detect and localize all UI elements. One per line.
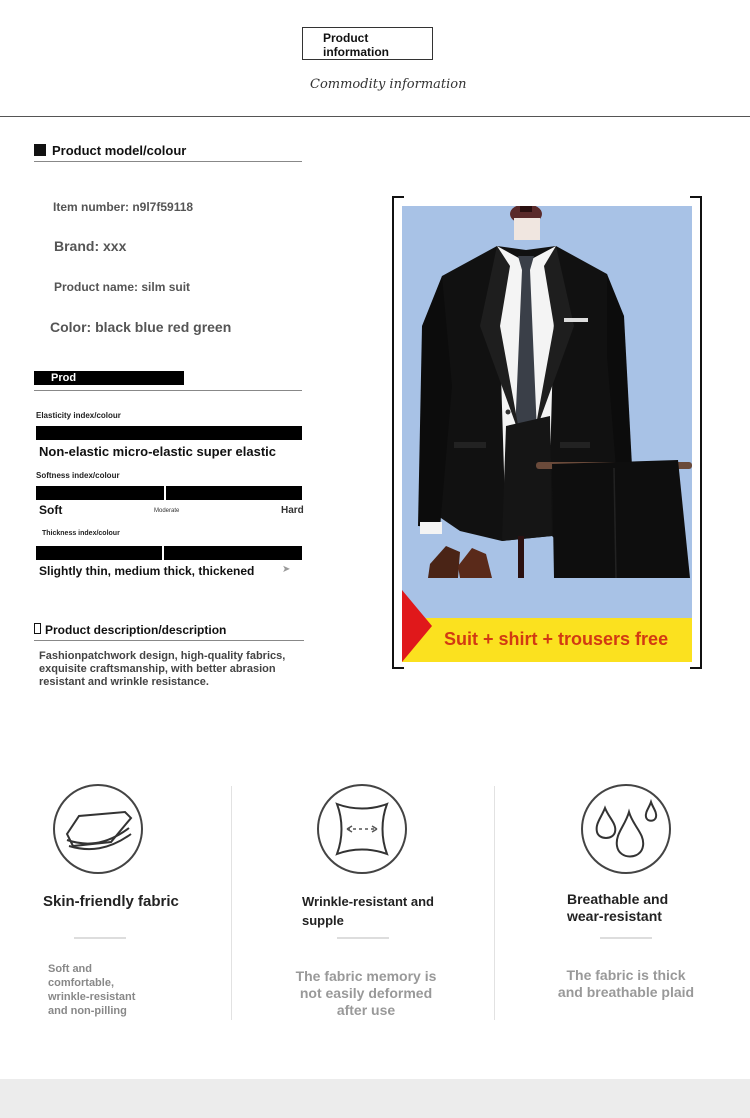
item-number: Item number: n9l7f59118 — [53, 200, 194, 214]
product-information-title: Product information — [323, 31, 389, 59]
feature-description: Soft and comfortable, wrinkle-resistant and non-pilling — [48, 963, 136, 1017]
softness-hard: Hard — [281, 505, 304, 516]
product-name: Product name: silm suit — [54, 280, 191, 294]
section-divider — [34, 640, 304, 641]
index-heading-bar — [34, 371, 184, 385]
softness-soft: Soft — [39, 503, 63, 517]
softness-bar-left — [36, 486, 164, 500]
thickness-values: Slightly thin, medium thick, thickened — [39, 564, 255, 578]
suit-product-photo — [402, 206, 692, 662]
thickness-bar-left — [36, 546, 162, 560]
red-triangle-icon — [402, 590, 432, 662]
softness-label: Softness index/colour — [36, 471, 120, 480]
arrow-icon: ➤ — [282, 564, 291, 575]
stretch-square-icon — [317, 784, 407, 874]
feature-description: The fabric memory is not easily deformed after use — [295, 968, 437, 1018]
bullet-icon — [34, 623, 41, 634]
section-divider — [34, 390, 302, 391]
elasticity-bar — [36, 426, 302, 440]
color-options: Color: black blue red green — [50, 319, 232, 335]
fabric-layers-icon — [53, 784, 143, 874]
product-model-heading: Product model/colour — [34, 143, 186, 158]
softness-moderate: Moderate — [154, 508, 180, 514]
promo-banner — [402, 618, 692, 662]
feature-rule — [74, 937, 126, 939]
promo-banner-text: Suit + shirt + trousers free — [444, 629, 669, 649]
feature-title: Breathable and wear-resistant — [567, 891, 669, 924]
square-bullet-icon — [34, 144, 46, 156]
section-divider — [34, 161, 302, 162]
index-heading: Prod — [51, 372, 77, 384]
feature-title: Wrinkle-resistant and supple — [302, 894, 434, 928]
feature-description: The fabric is thick and breathable plaid — [557, 967, 695, 1000]
feature-divider — [494, 786, 495, 1020]
thickness-label: Thickness index/colour — [42, 530, 120, 537]
product-information-box — [302, 27, 433, 60]
softness-bar-right — [166, 486, 302, 500]
commodity-information-subtitle: Commodity information — [310, 77, 467, 92]
feature-title: Skin-friendly fabric — [43, 893, 179, 910]
thickness-bar-right — [164, 546, 302, 560]
footer-band — [0, 1079, 750, 1118]
header-divider — [0, 116, 750, 117]
feature-rule — [337, 937, 389, 939]
product-description-heading: Product description/description — [34, 623, 226, 637]
brand: Brand: xxx — [54, 238, 127, 254]
elasticity-values: Non-elastic micro-elastic super elastic — [39, 444, 276, 459]
elasticity-label: Elasticity index/colour — [36, 411, 121, 420]
feature-rule — [600, 937, 652, 939]
water-drops-icon — [581, 784, 671, 874]
product-description-text: Fashionpatchwork design, high-quality fabrics, exquisite craftsmanship, with better abrasion resistant and wrinkle resistance. — [39, 650, 286, 688]
feature-divider — [231, 786, 232, 1020]
